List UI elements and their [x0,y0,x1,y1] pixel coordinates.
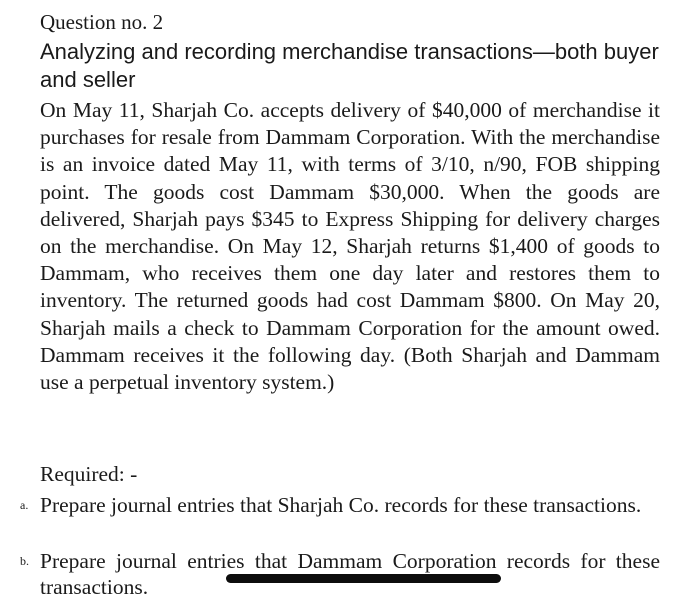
list-marker: b. [20,554,29,568]
required-heading: Required: - [40,462,138,486]
requirement-item [20,492,660,518]
question-number: Question no. 2 [40,10,164,34]
redaction-scribble [226,574,501,583]
requirement-text: Prepare journal entries that Dammam Corporation records for these transactions. [40,549,660,599]
list-marker: a. [20,498,29,512]
question-body: On May 11, Sharjah Co. accepts delivery of $40,000 of merchandise it purchases for resale from Dammam Corporation. With the merchandise is an invoice dated May 11, with terms of 3/10, n/90, FOB shipping point. The goods cost Dammam $30,000. When the goods are delivered, Sharjah pays $345 to Express Shipping for delivery charges on the merchandise. On May 12, Sharjah returns $1,400 of goods to Dammam, who receives them one day later and restores them to inventory. The returned goods had cost Dammam $800. On May 20, Sharjah mails a check to Dammam Corporation for the amount owed. Dammam receives it the following day. (Both Sharjah and Dammam use a perpetual inventory system.) [40,98,660,395]
question-title: Analyzing and recording merchandise transactions—both buyer and seller [40,39,659,92]
requirement-text: Prepare journal entries that Sharjah Co. records for these transactions. [40,493,642,517]
